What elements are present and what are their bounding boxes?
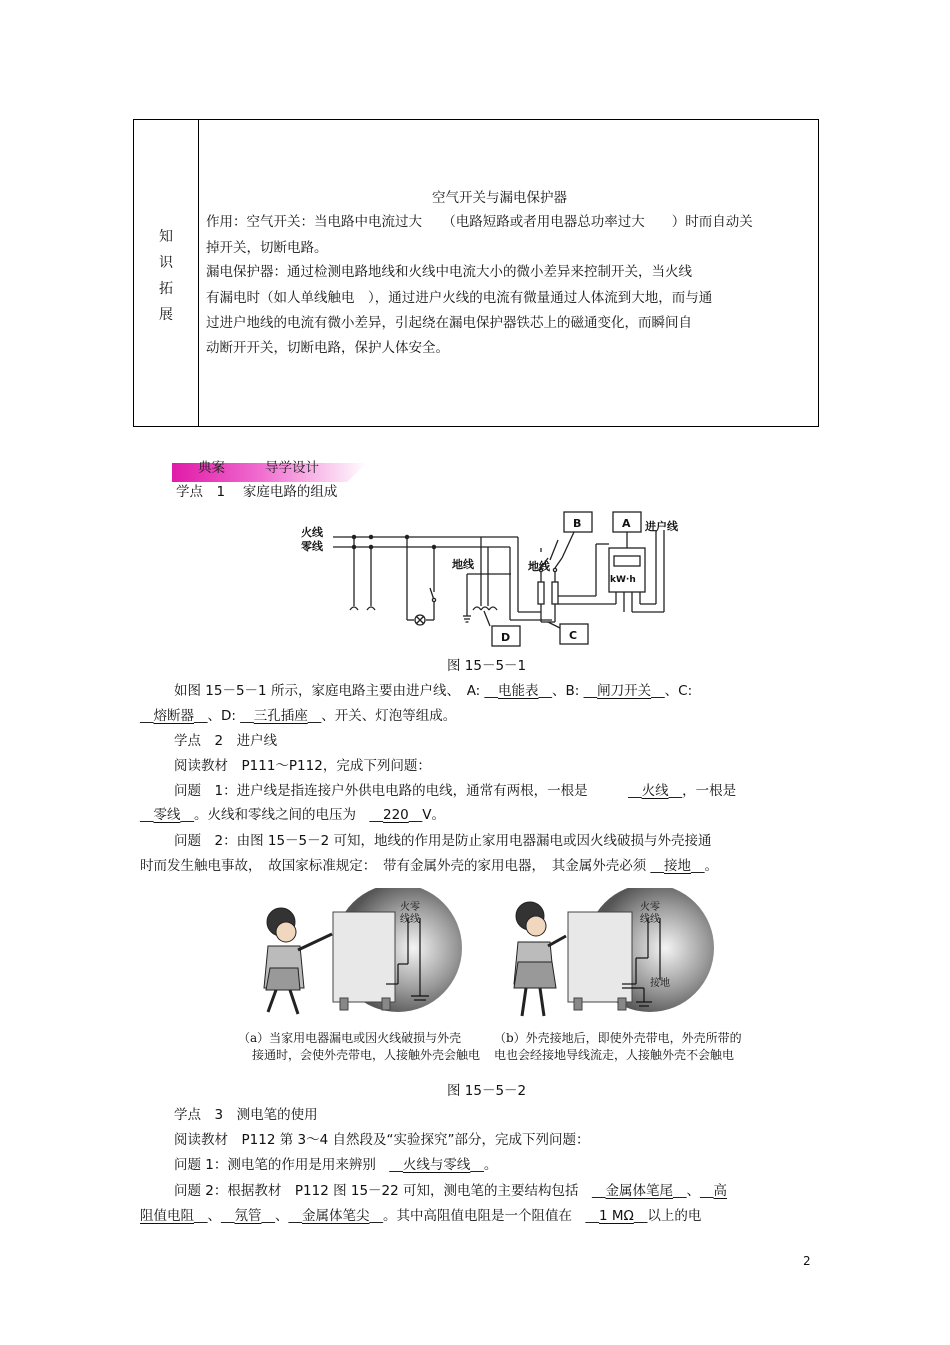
- box-line: 动断开开关，切断电路，保护人体安全。: [206, 340, 449, 356]
- answer-jiedi: 接地: [664, 858, 692, 874]
- box-line: 作用：空气开关：当电路中电流过大 （电路短路或者用电器总功率过大 ）时而自动关: [206, 214, 753, 230]
- answer-d: 三孔插座: [253, 708, 308, 724]
- label-dixian-2: 地线: [528, 560, 550, 573]
- label-line: 线线: [640, 914, 660, 925]
- fig2-caption: 图 15－5－2: [447, 1083, 527, 1099]
- answer-a: 电能表: [498, 683, 539, 699]
- label-line: 线线: [400, 914, 420, 925]
- answer-naiguan: 氖管: [234, 1208, 262, 1224]
- fig2-ground-label: 接地: [650, 978, 670, 989]
- answer-bitwei: 金属体笔尾: [605, 1183, 674, 1199]
- box-b-label: B: [573, 517, 582, 530]
- point3-title: 学点 3 测电笔的使用: [174, 1107, 318, 1123]
- answer-lingxian: 零线: [153, 807, 181, 823]
- fig2-cap-b-2: 电也会经接地导线流走，人接触外壳不会触电: [494, 1048, 735, 1062]
- answer-gao: 高: [713, 1183, 728, 1199]
- box-line: 掉开关，切断电路。: [206, 240, 328, 256]
- point3-q2-line2: 阻值电阻__、__氖管__、__金属体笔尖__。其中高阻值电阻是一个阻值在 __1 MΩ__以上的电: [140, 1208, 702, 1224]
- label-char: 知: [159, 229, 173, 245]
- fig2-left-label: 火零: [400, 902, 420, 913]
- answer-dianzu: 阻值电阻: [140, 1208, 194, 1224]
- box-c-label: C: [569, 629, 578, 642]
- meter-label: kW·h: [610, 575, 636, 585]
- knowledge-label: [152, 224, 180, 328]
- box-line: 有漏电时（如人单线触电 ），通过进户火线的电流有微量通过人体流到大地，而与通: [206, 290, 713, 306]
- illustration-a: [248, 888, 473, 1022]
- fig2-right-label: 火零: [640, 902, 660, 913]
- box-title: 空气开关与漏电保护器: [432, 190, 567, 206]
- label-char: 展: [159, 307, 173, 323]
- box-a-label: A: [622, 517, 631, 530]
- label-huoxian: 火线: [301, 526, 323, 539]
- point2-q1-line1: 问题 1：进户线是指连接户外供电电路的电线，通常有两根，一根是 __火线__，一根是: [174, 783, 737, 799]
- point2-q2-line1: 问题 2：由图 15－5－2 可知，地线的作用是防止家用电器漏电或因火线破损与外壳接通: [174, 833, 712, 849]
- svg-text:火零 线线: [640, 900, 663, 925]
- page-number: 2: [803, 1254, 811, 1268]
- fig2-cap-b-1: （b）外壳接地后，即使外壳带电，外壳所带的: [494, 1031, 742, 1045]
- label-lingxian: 零线: [301, 540, 323, 553]
- box-d-label: D: [501, 631, 511, 644]
- point1-title: 学点 1 家庭电路的组成: [176, 484, 338, 500]
- point2-q2-line2: 时而发生触电事故， 故国家标准规定： 带有金属外壳的家用电器， 其金属外壳必须 __接地__。: [140, 858, 719, 874]
- point2-q1-line2: __零线__。火线和零线之间的电压为 __220__V。: [140, 807, 446, 823]
- box-divider: [198, 120, 199, 426]
- point2-title: 学点 2 进户线: [174, 733, 278, 749]
- banner-right: 导学设计: [265, 460, 319, 476]
- answer-bijian: 金属体笔尖: [302, 1208, 370, 1224]
- box-line: 漏电保护器：通过检测电路地线和火线中电流大小的微小差异来控制开关，当火线: [206, 264, 692, 280]
- box-line: 过进户地线的电流有微小差异，引起绕在漏电保护器铁芯上的磁通变化，而瞬间自: [206, 315, 692, 331]
- answer-huoxian: 火线: [641, 783, 669, 799]
- point2-read: 阅读教材 P111～P112，完成下列问题：: [174, 758, 431, 774]
- circuit-diagram: [296, 508, 691, 648]
- fig1-caption: 图 15－5－1: [447, 658, 527, 674]
- point3-read: 阅读教材 P112 第 3～4 自然段及“实验探究”部分，完成下列问题：: [174, 1132, 590, 1148]
- label-dixian: 地线: [452, 558, 474, 571]
- label-char: 拓: [159, 281, 173, 297]
- answer-b: 闸刀开关: [597, 683, 652, 699]
- p1-line1: 如图 15－5－1 所示，家庭电路主要由进户线、 A: __电能表__、B: __闸刀开关__、C:: [174, 683, 693, 699]
- point3-q1: 问题 1：测电笔的作用是用来辨别 __火线与零线__。: [174, 1157, 498, 1173]
- point3-q2-line1: 问题 2：根据教材 P112 图 15－22 可知，测电笔的主要结构包括 __金属体笔尾__、__高: [174, 1183, 728, 1199]
- answer-bianbie: 火线与零线: [402, 1157, 471, 1173]
- p1-line2: __熔断器__、D: __三孔插座__、开关、灯泡等组成。: [140, 708, 457, 724]
- svg-text:火零 线线: [400, 900, 423, 925]
- answer-c: 熔断器: [153, 708, 194, 724]
- label-jinhuxian: 进户线: [645, 520, 678, 533]
- banner-left: 典案: [198, 460, 225, 476]
- label-char: 识: [159, 255, 173, 271]
- answer-resistance: 1 MΩ: [599, 1208, 634, 1224]
- fig2-cap-a-2: 接通时，会使外壳带电，人接触外壳会触电: [252, 1048, 481, 1062]
- answer-voltage: 220: [383, 807, 409, 823]
- fig2-cap-a-1: （a）当家用电器漏电或因火线破损与外壳: [238, 1031, 462, 1045]
- illustration-b: [500, 888, 725, 1022]
